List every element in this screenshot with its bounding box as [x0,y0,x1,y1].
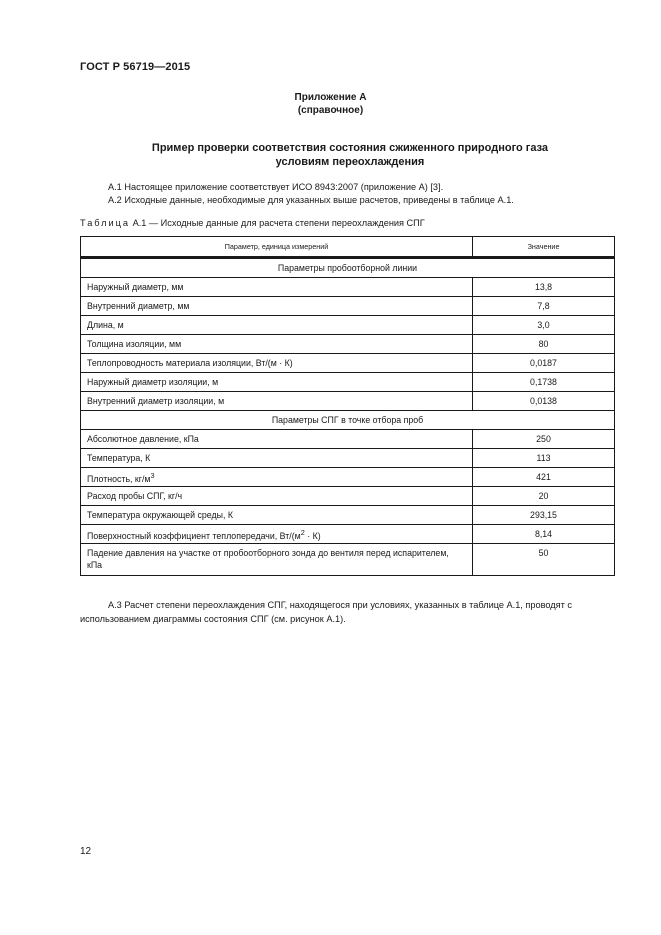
value-cell: 80 [473,335,615,354]
table-row [81,544,615,576]
parameter-cell: Наружный диаметр изоляции, м [81,373,473,392]
value-cell: 293,15 [473,506,615,525]
table-row [81,297,615,316]
document-title [100,141,600,169]
value-cell: 50 [473,544,615,576]
parameter-text: Плотность, кг/м [87,473,151,484]
value-cell: 3,0 [473,316,615,335]
parameter-cell [81,525,473,544]
table-row [81,278,615,297]
parameter-cell: Длина, м [81,316,473,335]
table-row [81,525,615,544]
value-cell: 113 [473,449,615,468]
parameter-cell: Температура окружающей среды, К [81,506,473,525]
parameter-text: Поверхностный коэффициент теплопередачи, Вт/(м [87,530,301,541]
paragraph-a2: А.2 Исходные данные, необходимые для указанных выше расчетов, приведены в таблице А.1. [108,195,514,205]
parameter-cell: Наружный диаметр, мм [81,278,473,297]
section-row [81,411,615,430]
section-row [81,258,615,278]
section-title-lng-parameters: Параметры СПГ в точке отбора проб [81,411,615,430]
paragraph-a3: А.3 Расчет степени переохлаждения СПГ, находящегося при условиях, указанных в таблице А.1, проводят с использованием диаграммы состояния СПГ (см. рисунок А.1). [80,600,572,624]
column-header-parameter: Параметр, единица измерений [81,237,473,258]
annex-heading [0,91,661,117]
parameter-cell: Температура, К [81,449,473,468]
title-line-2: условиям переохлаждения [275,156,425,168]
table-row [81,487,615,506]
superscript: 3 [150,470,155,480]
table-row [81,335,615,354]
column-header-value: Значение [473,237,615,258]
value-cell: 13,8 [473,278,615,297]
parameter-cell: Абсолютное давление, кПа [81,430,473,449]
table-row [81,430,615,449]
table-row [81,316,615,335]
superscript: 2 [300,527,305,537]
table-row [81,449,615,468]
value-cell: 0,1738 [473,373,615,392]
table-caption-label: Таблица [80,218,131,228]
parameter-cell: Теплопроводность материала изоляции, Вт/(м · К) [81,354,473,373]
annex-title: Приложение А [294,92,367,103]
parameter-text-suffix: · К) [304,530,321,541]
table-caption-text: А.1 — Исходные данные для расчета степени переохлаждения СПГ [132,218,425,228]
value-cell: 0,0138 [473,392,615,411]
table-row [81,354,615,373]
value-cell: 0,0187 [473,354,615,373]
title-line-1: Пример проверки соответствия состояния сжиженного природного газа [151,142,549,154]
data-table [80,236,615,576]
table-caption [80,218,425,228]
standard-code: ГОСТ Р 56719—2015 [80,61,191,73]
parameter-cell: Толщина изоляции, мм [81,335,473,354]
table-header-row [81,237,615,258]
table-row [81,373,615,392]
table-row [81,468,615,487]
parameter-cell: Расход пробы СПГ, кг/ч [81,487,473,506]
page-number: 12 [80,846,92,857]
annex-subtitle: (справочное) [297,105,364,116]
value-cell: 20 [473,487,615,506]
table-row [81,392,615,411]
parameter-cell: Внутренний диаметр, мм [81,297,473,316]
value-cell: 8,14 [473,525,615,544]
parameter-cell [81,468,473,487]
value-cell: 421 [473,468,615,487]
section-title-sampling-line: Параметры пробоотборной линии [81,258,615,278]
parameter-cell: Внутренний диаметр изоляции, м [81,392,473,411]
table-row [81,506,615,525]
parameter-cell: Падение давления на участке от пробоотборного зонда до вентиля перед испарителем, кПа [81,544,473,576]
value-cell: 7,8 [473,297,615,316]
paragraph-a1: А.1 Настоящее приложение соответствует ИСО 8943:2007 (приложение А) [3]. [108,182,444,192]
value-cell: 250 [473,430,615,449]
